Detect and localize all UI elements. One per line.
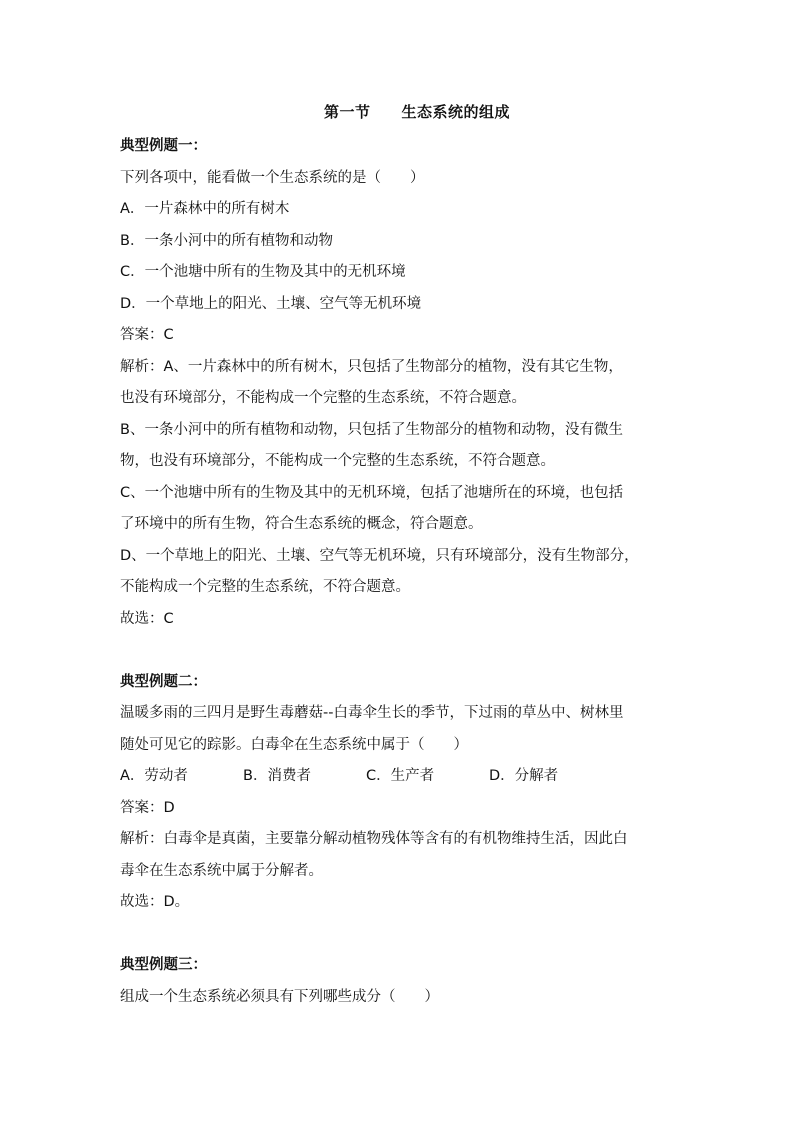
example3-question: 组成一个生态系统必须具有下列哪些成分（ ） <box>120 988 439 1005</box>
example1-option-a: A．一片森林中的所有树木 <box>120 201 290 217</box>
example1-option-d: D．一个草地上的阳光、土壤、空气等无机环境 <box>120 295 422 312</box>
example1-analysis-line: D、一个草地上的阳光、土壤、空气等无机环境，只有环境部分，没有生物部分， <box>120 547 639 564</box>
example1-analysis-line: C、一个池塘中所有的生物及其中的无机环境，包括了池塘所在的环境，也包括 <box>120 484 624 501</box>
example1-analysis-line: 也没有环境部分，不能构成一个完整的生态系统，不符合题意。 <box>120 390 526 406</box>
spacer <box>120 919 680 951</box>
example1-option-c: C．一个池塘中所有的生物及其中的无机环境 <box>120 264 406 280</box>
example1-analysis-line: B、一条小河中的所有植物和动物，只包括了生物部分的植物和动物，没有微生 <box>120 421 623 438</box>
example2-question-line: 随处可见它的踪影。白毒伞在生态系统中属于（ ） <box>120 736 468 753</box>
example1-analysis-line: 解析：A、一片森林中的所有树木，只包括了生物部分的植物，没有其它生物， <box>120 358 623 375</box>
example1-option-b: B．一条小河中的所有植物和动物 <box>120 232 333 249</box>
example1-answer: 答案：C <box>120 327 174 343</box>
example2-option-b: B．消费者 <box>243 768 311 784</box>
example1-analysis-line: 了环境中的所有生物，符合生态系统的概念，符合题意。 <box>120 516 483 532</box>
example2-option-a: A．劳动者 <box>120 768 188 784</box>
example2-options <box>120 761 680 793</box>
example2-choice: 故选：D。 <box>120 894 190 910</box>
example2-heading: 典型例题二： <box>120 673 207 690</box>
spacer <box>120 635 680 667</box>
example3-heading: 典型例题三： <box>120 957 207 973</box>
example2-question-line: 温暖多雨的三四月是野生毒蘑菇--白毒伞生长的季节，下过雨的草丛中、树林里 <box>120 705 624 721</box>
example1-analysis-line: 物，也没有环境部分，不能构成一个完整的生态系统，不符合题意。 <box>120 453 555 469</box>
example2-answer: 答案：D <box>120 799 175 816</box>
example1-question: 下列各项中，能看做一个生态系统的是（ ） <box>120 169 425 186</box>
example2-analysis-line: 毒伞在生态系统中属于分解者。 <box>120 862 323 879</box>
example2-option-c: C．生产者 <box>366 768 435 784</box>
example1-choice: 故选：C <box>120 610 174 627</box>
example2-option-d: D．分解者 <box>489 768 559 784</box>
document-body <box>120 131 680 1013</box>
example2-analysis-line: 解析：白毒伞是真菌，主要靠分解动植物残体等含有的有机物维持生活，因此白 <box>120 831 628 847</box>
section-title: 第一节 生态系统的组成 <box>323 103 510 121</box>
example1-analysis-line: 不能构成一个完整的生态系统，不符合题意。 <box>120 579 410 595</box>
example1-heading: 典型例题一： <box>120 138 207 154</box>
